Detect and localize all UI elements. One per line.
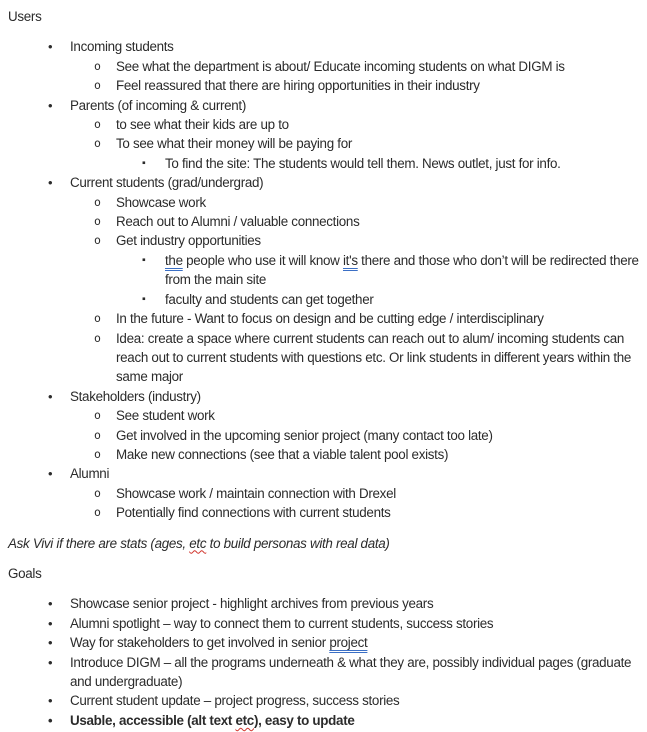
bullet-icon: o <box>94 446 101 461</box>
list-item-text <box>70 173 640 192</box>
list-item-text <box>70 711 640 730</box>
list-item <box>8 653 640 692</box>
users-list <box>8 37 640 522</box>
bullet-icon: • <box>48 39 53 55</box>
text-run: Idea: create a space where current students can reach out to alum/ incoming students can reach out to current students with questions etc. Or link students in different years within the same major <box>116 330 632 385</box>
text-run: Current students (grad/undergrad) <box>70 175 264 191</box>
bullet-icon: ▪ <box>142 292 146 305</box>
text-run: Current student update – project progress, success stories <box>70 693 400 709</box>
text-run: To find the site: The students would tell them. News outlet, just for info. <box>165 155 561 171</box>
list-item-text <box>116 134 640 153</box>
bullet-icon: o <box>94 311 101 326</box>
text-run: to build personas with real data) <box>206 535 390 551</box>
text-run: faculty and students can get together <box>165 291 374 307</box>
list-item-text <box>70 633 640 652</box>
bullet-icon: • <box>48 388 53 404</box>
list-item-text <box>70 387 640 406</box>
list-item <box>8 76 640 95</box>
list-item-text <box>70 614 640 633</box>
list-item-text <box>70 691 640 710</box>
grammar-check-underline: it's <box>342 252 358 268</box>
bullet-icon: o <box>94 330 101 345</box>
list-item <box>8 445 640 464</box>
bullet-icon: • <box>48 693 53 709</box>
text-run: See student work <box>116 408 215 424</box>
list-item <box>8 290 640 309</box>
bullet-icon: o <box>94 58 101 73</box>
list-item <box>8 387 640 406</box>
list-item-text <box>116 193 640 212</box>
text-run: Get involved in the upcoming senior project (many contact too late) <box>116 427 493 443</box>
bullet-icon: o <box>94 214 101 229</box>
text-run: Ask Vivi if there are stats (ages, <box>8 535 190 551</box>
bullet-icon: o <box>94 78 101 93</box>
goals-list <box>8 594 640 730</box>
list-item-text <box>116 76 640 95</box>
text-run: See what the department is about/ Educate incoming students on what DIGM is <box>116 58 565 74</box>
list-item-text <box>70 464 640 483</box>
list-item <box>8 406 640 425</box>
bullet-icon: o <box>94 505 101 520</box>
text-run: Usable, accessible (alt text <box>70 712 236 728</box>
list-item-text <box>70 653 640 692</box>
text-run: Alumni spotlight – way to connect them to current students, success stories <box>70 615 494 631</box>
list-item-text <box>116 484 640 503</box>
spell-check-underline: etc <box>235 712 254 728</box>
list-item-text <box>165 251 640 290</box>
bullet-icon: • <box>48 596 53 612</box>
bullet-icon: • <box>48 175 53 191</box>
list-item-text <box>116 503 640 522</box>
list-item-text <box>70 37 640 56</box>
bullet-icon: ▪ <box>142 253 146 266</box>
bullet-icon: o <box>94 194 101 209</box>
list-item-text <box>116 329 640 387</box>
text-run: Parents (of incoming & current) <box>70 97 247 113</box>
text-run: To see what their money will be paying for <box>116 136 352 152</box>
text-run: Incoming students <box>70 39 174 55</box>
list-item <box>8 115 640 134</box>
list-item <box>8 426 640 445</box>
list-item <box>8 57 640 76</box>
bullet-icon: o <box>94 427 101 442</box>
list-item-text <box>116 231 640 250</box>
list-item-text <box>116 115 640 134</box>
list-item-text <box>116 57 640 76</box>
list-item <box>8 212 640 231</box>
list-item-text <box>70 594 640 613</box>
document-body <box>8 7 640 730</box>
bullet-icon: o <box>94 233 101 248</box>
list-item <box>8 96 640 115</box>
text-run: Goals <box>8 565 42 581</box>
text-run: Users <box>8 9 42 24</box>
grammar-check-underline: project <box>329 635 368 651</box>
text-run: Stakeholders (industry) <box>70 388 201 404</box>
text-run: Potentially find connections with current students <box>116 505 391 521</box>
bullet-icon: o <box>94 485 101 500</box>
list-item <box>8 503 640 522</box>
list-item-text <box>116 426 640 445</box>
text-run: Showcase work <box>116 194 206 210</box>
list-item <box>8 614 640 633</box>
list-item <box>8 193 640 212</box>
list-item-text <box>116 309 640 328</box>
section-heading-users <box>8 7 640 26</box>
bullet-icon: • <box>48 654 53 670</box>
text-run: to see what their kids are up to <box>116 117 289 133</box>
note-ask-vivi <box>8 534 640 553</box>
list-item <box>8 251 640 290</box>
text-run: Showcase senior project - highlight archives from previous years <box>70 596 434 612</box>
text-run: Introduce DIGM – all the programs underneath & what they are, possibly individual pages (graduate and undergraduate) <box>70 654 632 689</box>
text-run: In the future - Want to focus on design and be cutting edge / interdisciplinary <box>116 311 544 327</box>
list-item-text <box>116 445 640 464</box>
list-item <box>8 134 640 153</box>
list-item <box>8 464 640 483</box>
bullet-icon: o <box>94 117 101 132</box>
list-item-text <box>70 96 640 115</box>
text-run: Reach out to Alumni / valuable connections <box>116 214 360 230</box>
list-item <box>8 37 640 56</box>
bullet-icon: o <box>94 136 101 151</box>
text-run: Make new connections (see that a viable talent pool exists) <box>116 446 449 462</box>
bullet-icon: ▪ <box>142 156 146 169</box>
list-item <box>8 711 640 730</box>
list-item-text <box>165 154 640 173</box>
list-item <box>8 594 640 613</box>
bullet-icon: o <box>94 408 101 423</box>
list-item <box>8 309 640 328</box>
spell-check-underline: etc <box>189 535 207 551</box>
grammar-check-underline: the <box>165 252 183 268</box>
list-item <box>8 633 640 652</box>
list-item <box>8 691 640 710</box>
list-item <box>8 173 640 192</box>
bullet-icon: • <box>48 635 53 651</box>
bullet-icon: • <box>48 615 53 631</box>
bullet-icon: • <box>48 97 53 113</box>
list-item <box>8 329 640 387</box>
list-item-text <box>116 212 640 231</box>
text-run: ), easy to update <box>253 712 355 728</box>
text-run: Feel reassured that there are hiring opportunities in their industry <box>116 78 480 94</box>
text-run: people who use it will know <box>182 252 343 268</box>
bullet-icon: • <box>48 466 53 482</box>
list-item <box>8 484 640 503</box>
list-item <box>8 231 640 250</box>
text-run: there and those who don’t will be redirected there from the main site <box>165 252 639 288</box>
text-run: Way for stakeholders to get involved in senior <box>70 635 330 651</box>
bullet-icon: • <box>48 712 53 728</box>
list-item-text <box>165 290 640 309</box>
section-heading-goals <box>8 564 640 583</box>
text-run: Alumni <box>70 466 110 482</box>
list-item <box>8 154 640 173</box>
text-run: Get industry opportunities <box>116 233 261 249</box>
text-run: Showcase work / maintain connection with Drexel <box>116 485 396 501</box>
list-item-text <box>116 406 640 425</box>
